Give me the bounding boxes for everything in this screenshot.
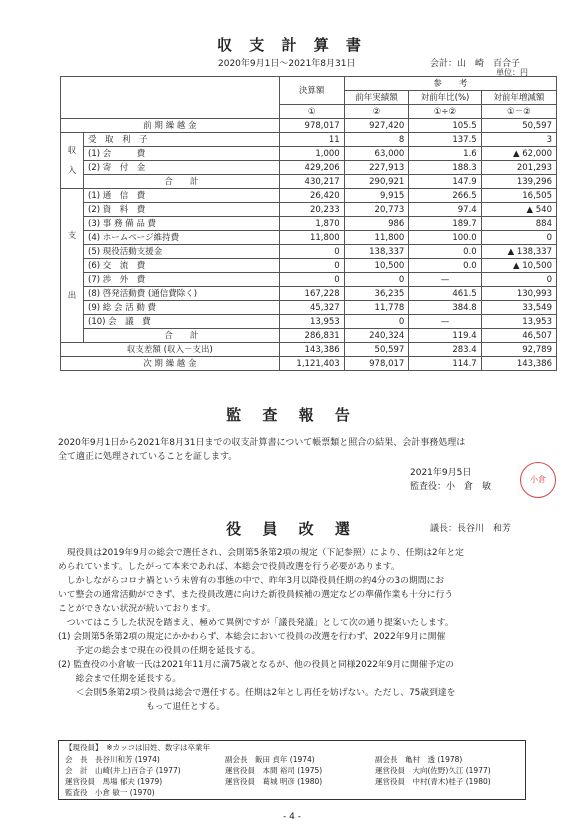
table-cell: 884 — [481, 217, 556, 231]
table-cell: 139,296 — [481, 175, 556, 189]
page-title: 収 支 計 算 書 — [217, 36, 367, 54]
members-title: 【現役員】 ※カッコは旧姓、数字は卒業年 — [65, 743, 210, 752]
table-cell: ▲ 10,500 — [481, 259, 556, 273]
table-cell: 978,017 — [279, 119, 344, 133]
header-ratio: 対前年比(%) — [409, 91, 481, 105]
table-cell: 986 — [344, 217, 409, 231]
body-line: ＜会則5条第2項＞役員は総会で選任する。任期は2年とし再任を妨げない。ただし、75歳到達を — [58, 688, 456, 698]
period: 2020年9月1日～2021年8月31日 — [218, 59, 356, 69]
table-cell: ▲ 62,000 — [481, 147, 556, 161]
next-carry-label: 次 期 繰 越 金 — [61, 357, 280, 371]
header-c2: ② — [344, 105, 409, 119]
table-cell: 978,017 — [344, 357, 409, 371]
page-number: - 4 - — [283, 812, 301, 822]
table-cell: 16,505 — [481, 189, 556, 203]
body-line: いて整会の通常活動ができず、また役員改選に向けた新役員候補の選定などの準備作業も十分に行う — [58, 590, 454, 600]
body-line: 現役員は2019年9月の総会で選任され、会則第5条第2項の規定（下記参照）により、任期は2年と定 — [58, 548, 464, 558]
row-label: (2) 寄 付 金 — [84, 161, 280, 175]
table-cell: 0 — [279, 273, 344, 287]
unit-label: 単位：円 — [496, 68, 528, 77]
members-row — [59, 787, 525, 798]
row-label: (10) 会 議 費 — [84, 315, 280, 329]
member: 運営役員 馬場 郁夫 (1979) — [65, 777, 163, 786]
table-cell: 97.4 — [409, 203, 481, 217]
table-cell: 130,993 — [481, 287, 556, 301]
row-label: (7) 渉 外 費 — [84, 273, 280, 287]
body-line: 予定の総会まで現在の役員の任期を延長する。 — [58, 646, 261, 656]
table-cell: 9,915 — [344, 189, 409, 203]
table-cell: 1,121,403 — [279, 357, 344, 371]
row-label: (8) 啓発活動費 (通信費除く) — [84, 287, 280, 301]
income-side-char: 入 — [67, 165, 77, 176]
table-cell: 50,597 — [344, 343, 409, 357]
expense-side-label — [61, 189, 84, 343]
table-cell: 461.5 — [409, 287, 481, 301]
body-line: (1) 会則第5条第2項の規定にかかわらず、本総会において役員の改選を行わず、2022年9月に開催 — [58, 632, 446, 642]
member: 運営役員 葛城 明彦 (1980) — [225, 777, 323, 786]
income-side-char: 収 — [67, 145, 77, 156]
member: 監査役 小倉 敏一 (1970) — [65, 788, 155, 797]
income-total-label: 合 計 — [84, 175, 280, 189]
member: 運営役員 大向(佐野)久江 (1977) — [375, 766, 491, 775]
table-cell: 92,789 — [481, 343, 556, 357]
table-cell: 283.4 — [409, 343, 481, 357]
table-cell: 11 — [279, 133, 344, 147]
body-line: められています。したがって本来であれば、本総会で役員改選を行う必要があります。 — [58, 562, 400, 572]
table-cell: 33,549 — [481, 301, 556, 315]
table-cell: 266.5 — [409, 189, 481, 203]
table-cell: 384.8 — [409, 301, 481, 315]
table-cell: — — [409, 315, 481, 329]
table-cell: 50,597 — [481, 119, 556, 133]
income-side-label — [61, 133, 84, 189]
table-cell: 0 — [279, 245, 344, 259]
officers-heading: 役 員 改 選 — [226, 520, 358, 538]
table-cell: 0.0 — [409, 259, 481, 273]
body-line: しかしながらコロナ禍という未曽有の事態の中で、昨年3月以降役員任期の約4分の3の期間にお — [58, 576, 445, 586]
table-cell: 240,324 — [344, 329, 409, 343]
table-cell: 290,921 — [344, 175, 409, 189]
table-cell: 1,870 — [279, 217, 344, 231]
table-cell: 201,293 — [481, 161, 556, 175]
financial-table — [60, 76, 557, 371]
table-cell: ▲ 540 — [481, 203, 556, 217]
table-cell: 11,800 — [344, 231, 409, 245]
expense-side-char: 支 — [67, 230, 77, 241]
header-prev: 前年実績額 — [344, 91, 409, 105]
header-c1: ① — [279, 105, 344, 119]
table-cell: 46,507 — [481, 329, 556, 343]
members-row — [59, 754, 525, 765]
row-label: 受 取 利 子 — [84, 133, 280, 147]
table-cell: 0.0 — [409, 245, 481, 259]
table-cell: 0 — [481, 231, 556, 245]
balance-label: 収支差額 (収入－支出) — [61, 343, 280, 357]
table-cell: 63,000 — [344, 147, 409, 161]
table-cell: 0 — [481, 273, 556, 287]
table-cell: 188.3 — [409, 161, 481, 175]
table-cell: 227,913 — [344, 161, 409, 175]
table-cell: 45,327 — [279, 301, 344, 315]
member: 副会長 飯田 貞年 (1974) — [225, 755, 315, 764]
header-c4: ①－② — [481, 105, 556, 119]
table-cell: 8 — [344, 133, 409, 147]
row-label: (4) ホームページ維持費 — [84, 231, 280, 245]
body-line: ことができない状況が続いております。 — [58, 604, 216, 614]
row-label: (3) 事 務 備 品 費 — [84, 217, 280, 231]
row-label: (1) 通 信 費 — [84, 189, 280, 203]
table-cell: 114.7 — [409, 357, 481, 371]
table-cell: — — [409, 273, 481, 287]
member: 運営役員 中村(青木)桂子 (1980) — [375, 777, 491, 786]
header-diff: 対前年増減額 — [481, 91, 556, 105]
table-cell: 143,386 — [279, 343, 344, 357]
body-line: (2) 監査役の小倉敏一氏は2021年11月に満75歳となるが、他の役員と同様2022年9月に開催予定の — [58, 660, 454, 670]
audit-line: 2020年9月1日から2021年8月31日までの収支計算書について帳票類と照合の結果、会計事務処理は — [58, 438, 466, 448]
table-cell: 11,800 — [279, 231, 344, 245]
header-ref: 参 考 — [344, 77, 556, 91]
table-cell: 13,953 — [279, 315, 344, 329]
audit-heading: 監 査 報 告 — [226, 406, 358, 424]
row-label: (2) 資 料 費 — [84, 203, 280, 217]
row-label: (1) 会 費 — [84, 147, 280, 161]
member: 副会長 亀村 透 (1978) — [375, 755, 463, 764]
table-cell: 138,337 — [344, 245, 409, 259]
member: 運営役員 本間 裕司 (1975) — [225, 766, 323, 775]
table-cell: 1,000 — [279, 147, 344, 161]
row-label: (6) 交 流 費 — [84, 259, 280, 273]
treasurer: 会計：山 崎 百合子 — [430, 59, 521, 69]
seal-stamp: 小倉 — [520, 462, 556, 498]
table-cell: 1.6 — [409, 147, 481, 161]
expense-total-label: 合 計 — [84, 329, 280, 343]
members-row — [59, 765, 525, 776]
table-cell: 119.4 — [409, 329, 481, 343]
table-cell: ▲ 138,337 — [481, 245, 556, 259]
chair: 議長：長谷川 和芳 — [430, 524, 512, 534]
members-row — [59, 776, 525, 787]
table-cell: 286,831 — [279, 329, 344, 343]
row-label: (9) 総 会 活 動 費 — [84, 301, 280, 315]
audit-signer: 監査役：小 倉 敏 — [410, 482, 492, 492]
table-cell: 3 — [481, 133, 556, 147]
table-cell: 0 — [344, 273, 409, 287]
row-label: (5) 現役活動支援金 — [84, 245, 280, 259]
table-cell: 100.0 — [409, 231, 481, 245]
table-cell: 10,500 — [344, 259, 409, 273]
header-corner — [61, 77, 280, 119]
member: 会 長 長谷川和芳 (1974) — [65, 755, 160, 764]
audit-date: 2021年9月5日 — [410, 468, 472, 478]
table-cell: 143,386 — [481, 357, 556, 371]
table-cell: 167,228 — [279, 287, 344, 301]
audit-line: 全て適正に処理されていることを証します。 — [58, 452, 238, 462]
table-cell: 105.5 — [409, 119, 481, 133]
table-cell: 20,233 — [279, 203, 344, 217]
table-cell: 26,420 — [279, 189, 344, 203]
body-line: もって退任とする。 — [58, 702, 226, 712]
table-cell: 927,420 — [344, 119, 409, 133]
table-cell: 11,778 — [344, 301, 409, 315]
carry-label: 前 期 繰 越 金 — [61, 119, 280, 133]
body-line: 総会まで任期を延長する。 — [58, 674, 182, 684]
table-cell: 429,206 — [279, 161, 344, 175]
audit-text — [58, 436, 548, 464]
table-cell: 20,773 — [344, 203, 409, 217]
table-cell: 36,235 — [344, 287, 409, 301]
body-line: ついてはこうした状況を踏まえ、極めて異例ですが「議長発議」として次の通り提案いたします。 — [58, 618, 454, 628]
table-cell: 189.7 — [409, 217, 481, 231]
table-cell: 0 — [344, 315, 409, 329]
header-settlement: 決算額 — [279, 77, 344, 105]
expense-side-char: 出 — [67, 290, 77, 301]
table-cell: 0 — [279, 259, 344, 273]
members-box — [58, 740, 526, 800]
table-cell: 13,953 — [481, 315, 556, 329]
table-cell: 147.9 — [409, 175, 481, 189]
header-c3: ①÷② — [409, 105, 481, 119]
officers-body — [58, 546, 548, 714]
table-cell: 430,217 — [279, 175, 344, 189]
table-cell: 137.5 — [409, 133, 481, 147]
member: 会 計 山崎(井上)百合子 (1977) — [65, 766, 181, 775]
